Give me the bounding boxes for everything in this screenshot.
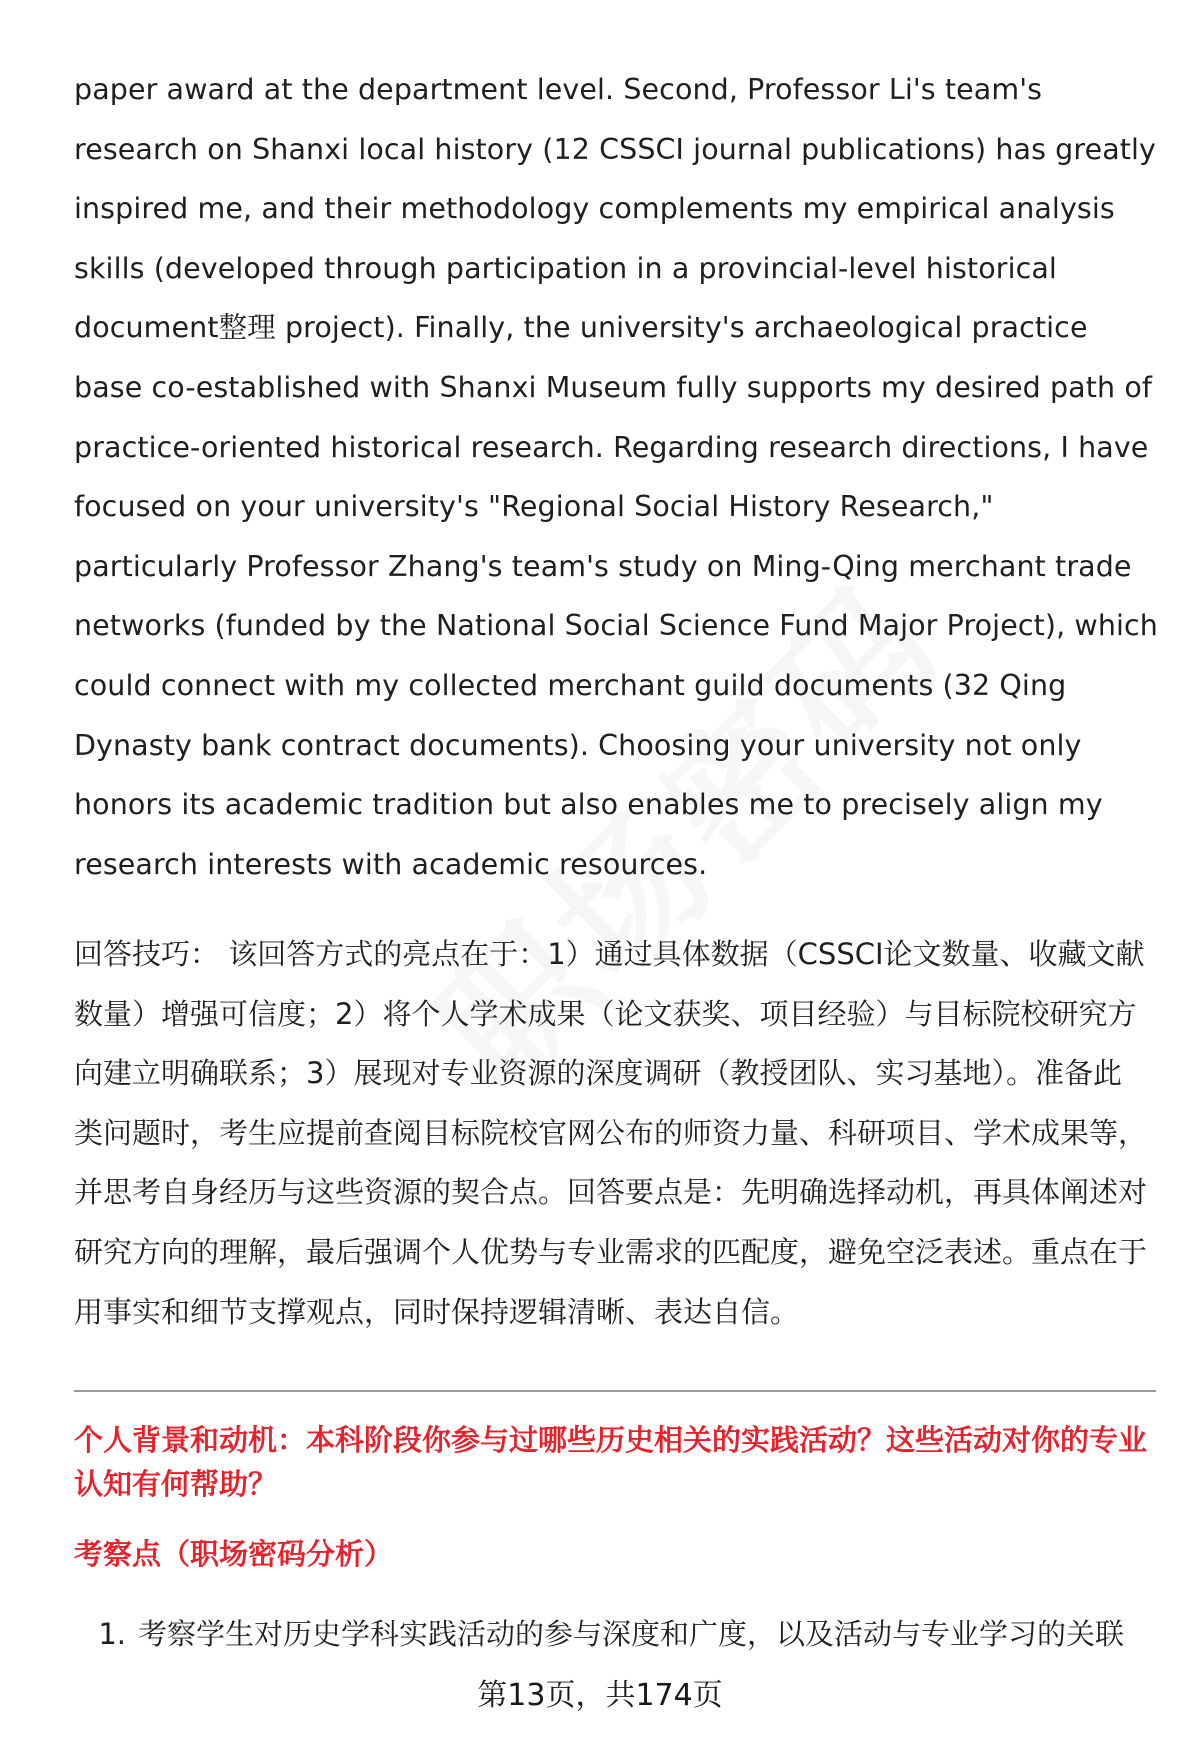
tips-label: 回答技巧： [74, 937, 220, 971]
list-item-text: 考察学生对历史学科实践活动的参与深度和广度，以及活动与专业学习的关联 [138, 1617, 1125, 1651]
list-item-number: 1. [98, 1617, 126, 1651]
section-divider [74, 1390, 1156, 1392]
question-heading: 个人背景和动机：本科阶段你参与过哪些历史相关的实践活动？这些活动对你的专业认知有何帮助？ [74, 1423, 1148, 1501]
assessment-points-heading: 考察点（职场密码分析） [74, 1537, 394, 1571]
assessment-points-list [74, 1612, 1159, 1656]
page-number: 第13页，共174页 [477, 1678, 723, 1713]
english-answer-paragraph: paper award at the department level. Second, Professor Li's team's research on Shanxi local history (12 CSSCI journal publications) has greatly inspired me, and their methodology complements my empirical analysis skills (developed through participation in a provincial-level historical document整理 project). Finally, the university's archaeological practice base co-established with Shanxi Museum fully supports my desired path of practice-oriented historical research. Regarding research directions, I have focused on your university's "Regional Social History Research," particularly Professor Zhang's team's study on Ming-Qing merchant trade networks (funded by the National Social Science Fund Major Project), which could connect with my collected merchant guild documents (32 Qing Dynasty bank contract documents). Choosing your university not only honors its academic tradition but also enables me to precisely align my research interests with academic resources. [74, 73, 1158, 881]
answer-tips-paragraph [74, 925, 1149, 1342]
tips-text: 该回答方式的亮点在于：1）通过具体数据（CSSCI论文数量、收藏文献数量）增强可信度；2）将个人学术成果（论文获奖、项目经验）与目标院校研究方向建立明确联系；3）展现对专业资源的深度调研（教授团队、实习基地）。准备此类问题时，考生应提前查阅目标院校官网公布的师资力量、科研项目、学术成果等，并思考自身经历与这些资源的契合点。回答要点是：先明确选择动机，再具体阐述对研究方向的理解，最后强调个人优势与专业需求的匹配度，避免空泛表述。重点在于用事实和细节支撑观点，同时保持逻辑清晰、表达自信。 [74, 937, 1148, 1329]
list-item [74, 1612, 1159, 1656]
